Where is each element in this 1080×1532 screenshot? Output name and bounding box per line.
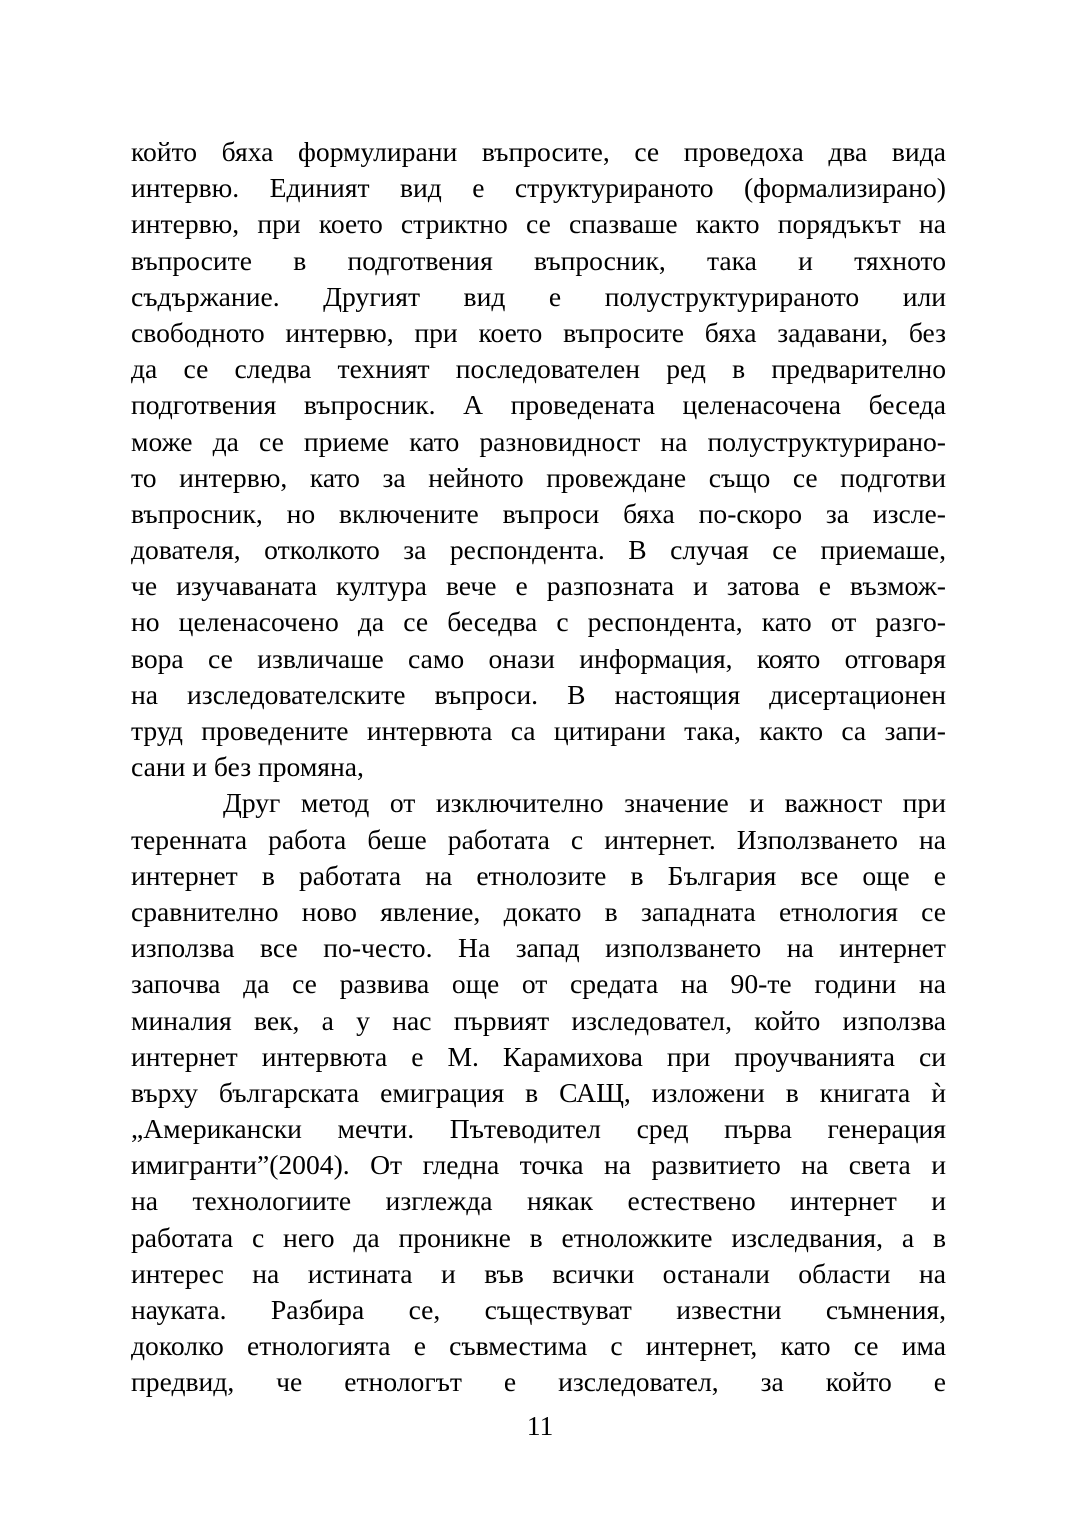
text-line: на технологиите изглежда някак естествено интернет и	[131, 1185, 946, 1217]
text-line: сравнително ново явление, докато в западната етнология се	[131, 895, 946, 927]
text-line: теренната работа беше работата с интернет. Използването на	[131, 823, 946, 855]
page-number: 11	[526, 1410, 554, 1441]
text-line: вора се извличаше само онази информация, която отговаря	[131, 642, 946, 674]
text-line: свободното интервю, при което въпросите бяха задавани, без	[131, 316, 946, 348]
text-line: предвид, че етнологът е изследовател, за който е	[131, 1366, 946, 1398]
text-line: интервю, при което стриктно се спазваше както порядъкът на	[131, 208, 946, 240]
text-line: но целенасочено да се беседва с респондента, като от разго-	[131, 606, 946, 638]
text-line: интервю. Единият вид е структурираното (формализирано)	[131, 172, 946, 204]
text-line: използва все по-често. На запад използването на интернет	[131, 932, 946, 964]
text-line: може да се приеме като разновидност на полуструктурирано-	[131, 425, 946, 457]
text-line: миналия век, а у нас първият изследовател, който използва	[131, 1004, 946, 1036]
text-line: работата с него да проникне в етноложките изследвания, а в	[131, 1221, 946, 1253]
text-line: интернет в работата на етнолозите в България все още е	[131, 859, 946, 891]
text-line: подготвения въпросник. А проведената целенасочена беседа	[131, 389, 946, 421]
text-line: имигранти”(2004). От гледна точка на развитието на света и	[131, 1149, 946, 1181]
text-line: труд проведените интервюта са цитирани така, както са запи-	[131, 715, 946, 746]
text-line: да се следва техният последователен ред в предварително	[131, 353, 946, 385]
text-line: интернет интервюта е М. Карамихова при проучванията си	[131, 1040, 946, 1072]
text-line: науката. Разбира се, съществуват известни съмнения,	[131, 1294, 946, 1325]
text-line: „Американски мечти. Пътеводител сред първа генерация	[131, 1113, 946, 1145]
text-line: който бяха формулирани въпросите, се проведоха два вида	[131, 136, 946, 167]
text-line: съдържание. Другият вид е полуструктурираното или	[131, 280, 946, 312]
text-line: започва да се развива още от средата на 90-те години на	[131, 968, 946, 1000]
text-line: на изследователските въпроси. В настоящия дисертационен	[131, 678, 946, 710]
text-line: въпросите в подготвения въпросник, така и тяхното	[131, 244, 946, 276]
text-line: сани и без промяна,	[131, 751, 364, 783]
text-line: то интервю, като за нейното провеждане също се подготви	[131, 461, 946, 493]
text-line: въпросник, но включените въпроси бяха по-скоро за изсле-	[131, 497, 946, 529]
text-line: доколко етнологията е съвместима с интернет, като се има	[131, 1330, 946, 1362]
body-text	[131, 134, 946, 1401]
text-line: че изучаваната култура вече е разпозната и затова е възмож-	[131, 570, 946, 602]
paragraph	[131, 785, 946, 1400]
text-line: върху българската емиграция в САЩ, изложени в книгата ѝ	[131, 1076, 946, 1108]
text-line: интерес на истината и във всички останали области на	[131, 1257, 946, 1289]
paragraph	[131, 134, 946, 785]
text-line: дователя, отколкото за респондента. В случая се приемаше,	[131, 534, 946, 566]
text-line: Друг метод от изключително значение и важност при	[223, 787, 946, 819]
